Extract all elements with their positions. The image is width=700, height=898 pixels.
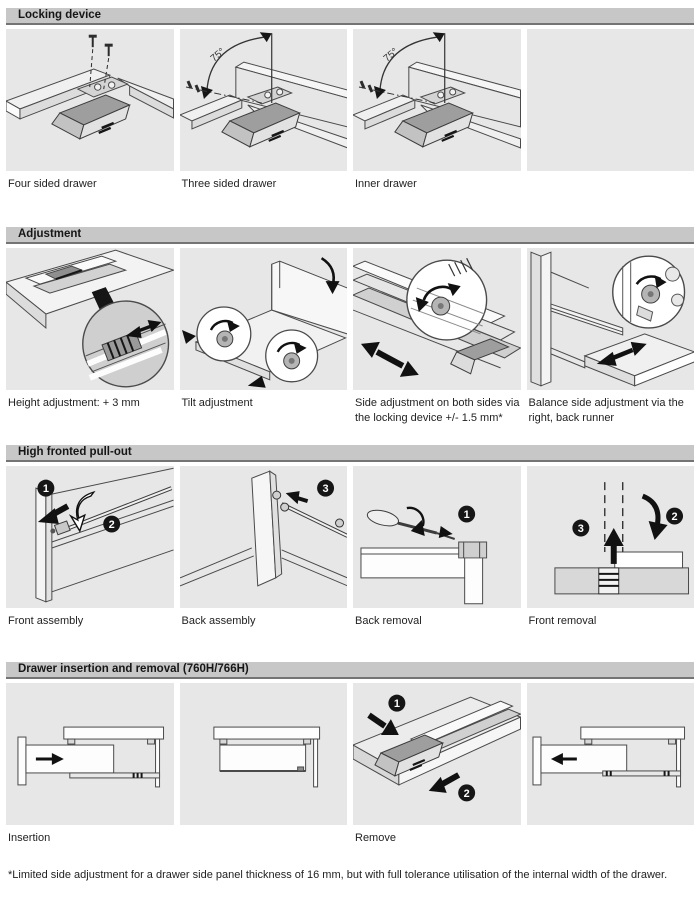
svg-text:3: 3 bbox=[322, 483, 329, 496]
step-marker bbox=[458, 506, 475, 523]
section-title: Locking device bbox=[6, 8, 694, 25]
panel-empty bbox=[527, 29, 695, 171]
inner-drawer-illustration bbox=[353, 29, 521, 171]
panel-caption: Insertion bbox=[8, 832, 51, 844]
section-title: High fronted pull-out bbox=[6, 445, 694, 462]
side-arrow-icon bbox=[181, 330, 195, 344]
remove-illustration bbox=[353, 683, 521, 825]
arrow-icon bbox=[429, 775, 459, 793]
section-locking-device bbox=[0, 0, 700, 192]
panel-caption: Four sided drawer bbox=[8, 178, 97, 190]
panel-row bbox=[6, 29, 694, 171]
section-high-fronted-pull-out bbox=[0, 445, 700, 629]
panel-four-sided-drawer bbox=[6, 29, 174, 171]
back-assembly-illustration bbox=[180, 466, 348, 608]
svg-text:1: 1 bbox=[463, 509, 470, 522]
svg-text:2: 2 bbox=[108, 519, 115, 532]
panel-caption: Front assembly bbox=[8, 615, 84, 627]
tilt-adjustment-illustration bbox=[180, 248, 348, 390]
panel-caption: Inner drawer bbox=[355, 178, 417, 190]
panel-caption: Balance side adjustment via the right, back runner bbox=[528, 397, 684, 424]
panel-caption bbox=[527, 831, 695, 846]
panel-insertion bbox=[6, 683, 174, 825]
section-drawer-insertion-removal bbox=[0, 662, 700, 846]
ribbed-block bbox=[598, 568, 618, 594]
side-adjustment-illustration bbox=[353, 248, 521, 390]
section-title: Adjustment bbox=[6, 227, 694, 244]
caption-row bbox=[6, 831, 694, 846]
step-marker bbox=[458, 784, 475, 801]
panel-closed-drawer bbox=[180, 683, 348, 825]
step-marker bbox=[388, 695, 405, 712]
panel-caption: Front removal bbox=[528, 615, 597, 627]
panel-pulled-out-drawer bbox=[527, 683, 695, 825]
three-sided-drawer-illustration bbox=[180, 29, 348, 171]
screws-icon bbox=[361, 81, 372, 92]
pulled-out-drawer-illustration bbox=[527, 683, 695, 825]
front-assembly-illustration bbox=[6, 466, 174, 608]
panel-remove bbox=[353, 683, 521, 825]
panel-inner-drawer bbox=[353, 29, 521, 171]
panel-row bbox=[6, 466, 694, 608]
front-removal-illustration bbox=[527, 466, 695, 608]
step-marker bbox=[37, 480, 54, 497]
four-sided-drawer-illustration bbox=[6, 29, 174, 171]
panel-three-sided-drawer bbox=[180, 29, 348, 171]
step-marker bbox=[572, 520, 589, 537]
panel-row bbox=[6, 248, 694, 390]
step-marker bbox=[317, 480, 334, 497]
svg-text:1: 1 bbox=[42, 483, 49, 496]
panel-height-adjustment bbox=[6, 248, 174, 390]
caption-row bbox=[6, 177, 694, 192]
panel-caption: Side adjustment on both sides via the locking device +/- 1.5 mm* bbox=[355, 397, 520, 424]
svg-text:3: 3 bbox=[577, 523, 584, 536]
panel-side-adjustment bbox=[353, 248, 521, 390]
bolt-icon bbox=[272, 491, 280, 499]
panel-caption: Back assembly bbox=[181, 615, 256, 627]
double-arrow-icon bbox=[361, 342, 419, 377]
bolt-icon bbox=[280, 503, 288, 511]
panel-front-removal bbox=[527, 466, 695, 608]
step-marker bbox=[666, 508, 683, 525]
arrow-icon bbox=[285, 491, 307, 504]
panel-back-removal bbox=[353, 466, 521, 608]
arrow-icon bbox=[369, 715, 399, 735]
angle-label: 75° bbox=[208, 46, 227, 65]
svg-text:2: 2 bbox=[671, 511, 678, 524]
panel-caption: Remove bbox=[355, 832, 396, 844]
panel-row bbox=[6, 683, 694, 825]
panel-caption bbox=[527, 177, 695, 192]
svg-text:1: 1 bbox=[393, 698, 400, 711]
caption-row bbox=[6, 396, 694, 426]
screws-icon bbox=[187, 81, 198, 92]
panel-back-assembly bbox=[180, 466, 348, 608]
panel-caption bbox=[180, 831, 348, 846]
svg-text:2: 2 bbox=[463, 787, 470, 800]
panel-balance-adjustment bbox=[527, 248, 695, 390]
caption-row bbox=[6, 614, 694, 629]
panel-caption: Back removal bbox=[355, 615, 422, 627]
panel-caption: Height adjustment: + 3 mm bbox=[8, 397, 140, 409]
angle-label: 75° bbox=[381, 46, 401, 65]
insertion-illustration bbox=[6, 683, 174, 825]
balance-adjustment-illustration bbox=[527, 248, 695, 390]
panel-caption: Tilt adjustment bbox=[181, 397, 253, 409]
panel-tilt-adjustment bbox=[180, 248, 348, 390]
height-adjustment-illustration bbox=[6, 248, 174, 390]
section-adjustment bbox=[0, 227, 700, 426]
bolt-icon bbox=[335, 519, 343, 527]
step-marker bbox=[103, 516, 120, 533]
section-title: Drawer insertion and removal (760H/766H) bbox=[6, 662, 694, 679]
back-removal-illustration bbox=[353, 466, 521, 608]
panel-caption: Three sided drawer bbox=[181, 178, 277, 190]
panel-front-assembly bbox=[6, 466, 174, 608]
footnote: *Limited side adjustment for a drawer side panel thickness of 16 mm, but with full tolerance utilisation of the internal width of the drawer. bbox=[8, 869, 668, 881]
closed-drawer-illustration bbox=[180, 683, 348, 825]
